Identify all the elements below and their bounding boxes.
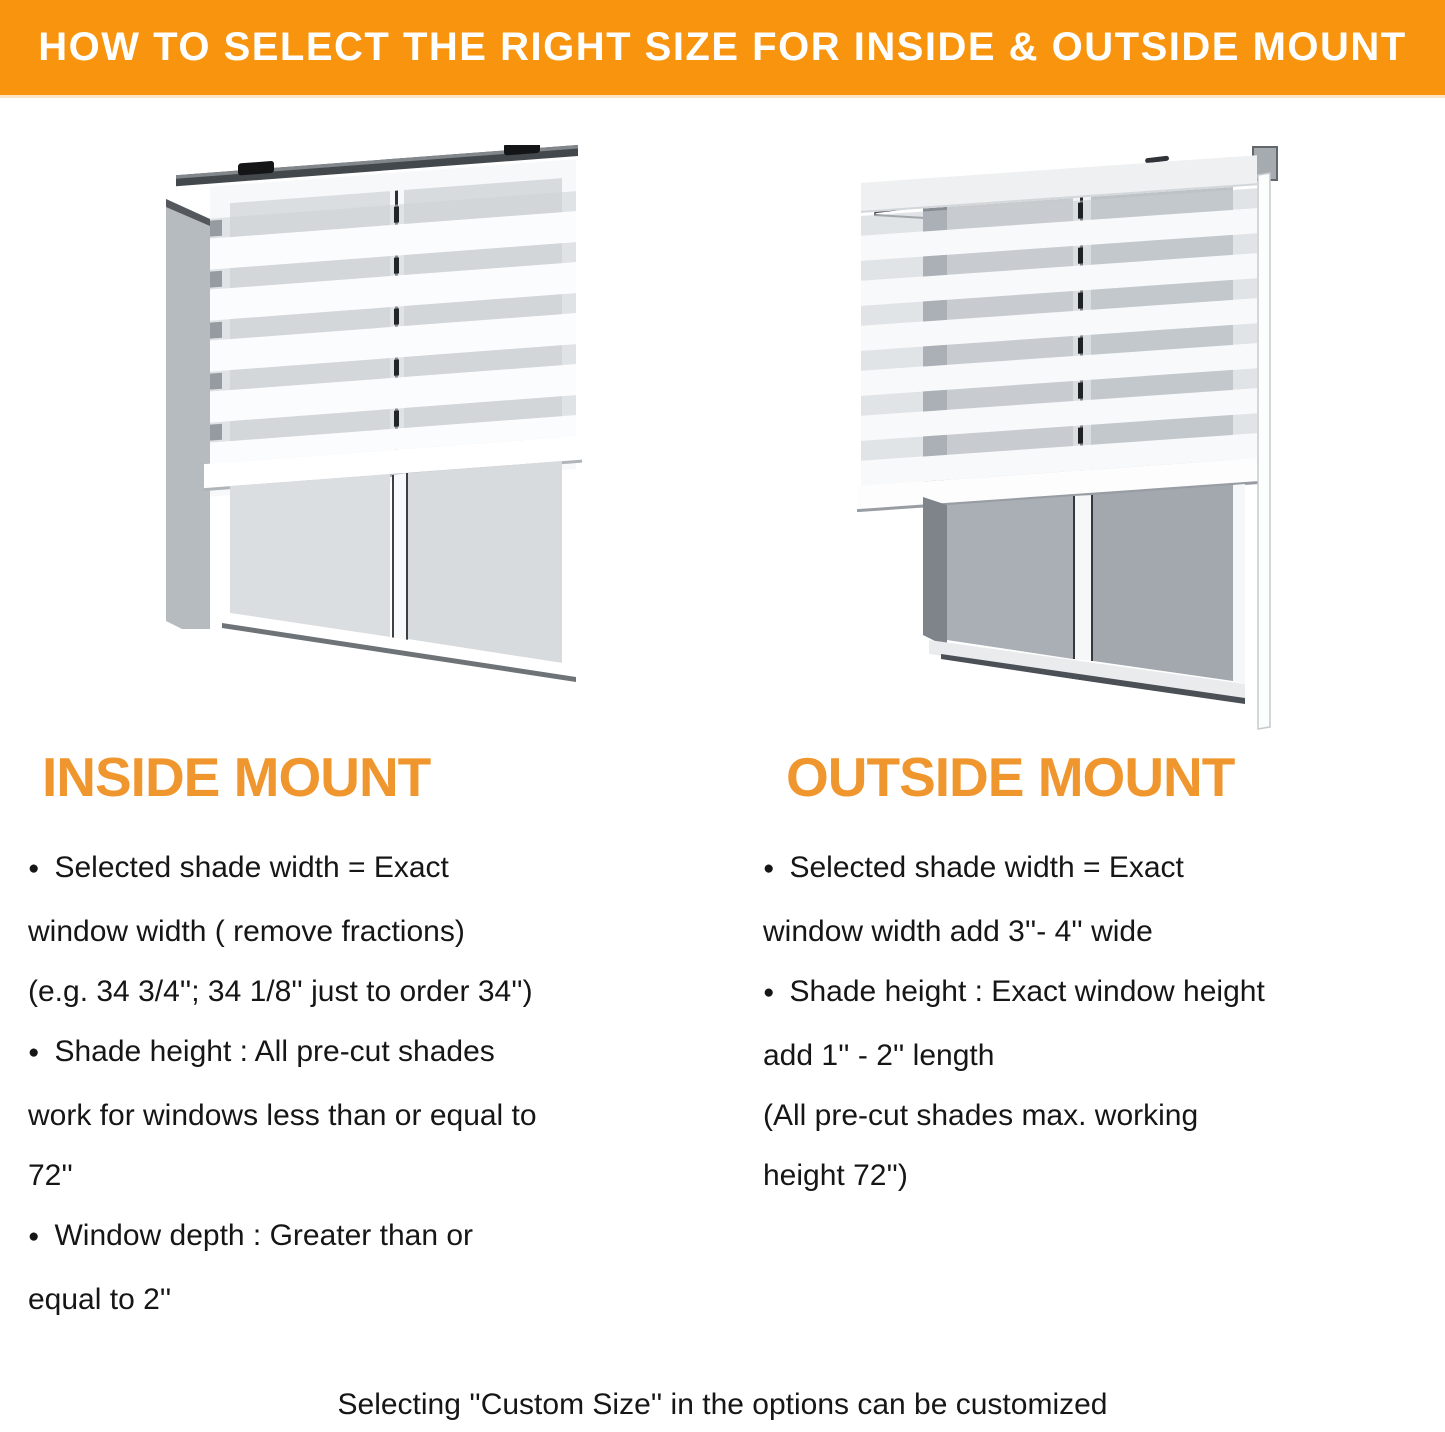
- bullet-line: [763, 1146, 1445, 1206]
- outside-mount-heading: OUTSIDE MOUNT: [786, 746, 1235, 808]
- bullet-line: [28, 1146, 728, 1206]
- window-jamb: [166, 199, 210, 643]
- outside-mount-text: [763, 838, 1445, 1206]
- bullet-line: [28, 1206, 728, 1270]
- glass-pane: [947, 496, 1073, 659]
- bullet-line: [28, 1022, 728, 1086]
- bullet-text: add 1'' - 2'' length: [763, 1039, 995, 1072]
- bullet-line: [28, 1086, 728, 1146]
- window-jamb: [923, 497, 947, 647]
- bullet-text: Selected shade width = Exact: [789, 851, 1184, 884]
- glass-pane: [230, 474, 390, 637]
- bullet-line: [763, 1026, 1445, 1086]
- bullet-line: [763, 962, 1445, 1026]
- bullet-text: Window depth : Greater than or: [54, 1219, 474, 1252]
- bullet-text: Shade height : All pre-cut shades: [54, 1035, 495, 1068]
- bullet-text: 72'': [28, 1159, 73, 1192]
- glass-pane: [408, 461, 562, 663]
- bullet-line: [28, 962, 728, 1022]
- inside-mount-text: [28, 838, 728, 1330]
- bullet-dot: ●: [28, 858, 40, 879]
- bullet-dot: ●: [763, 858, 775, 879]
- banner: [0, 0, 1445, 95]
- bullet-text: equal to 2'': [28, 1283, 172, 1316]
- footer-note: Selecting ''Custom Size'' in the options can be customized: [337, 1388, 1108, 1421]
- bullet-dot: ●: [28, 1042, 40, 1063]
- banner-title: HOW TO SELECT THE RIGHT SIZE FOR INSIDE & OUTSIDE MOUNT: [38, 25, 1407, 69]
- inside-mount-window-graphic: [152, 145, 582, 735]
- bullet-text: window width ( remove fractions): [28, 915, 465, 948]
- bullet-text: work for windows less than or equal to: [28, 1099, 537, 1132]
- zebra-blind: [857, 155, 1261, 513]
- bullet-text: window width add 3''- 4'' wide: [763, 915, 1153, 948]
- bullet-line: [28, 1270, 728, 1330]
- bullet-line: [763, 838, 1445, 902]
- zebra-blind: [176, 145, 582, 499]
- bullet-text: (All pre-cut shades max. working: [763, 1099, 1199, 1132]
- bullet-dot: ●: [763, 982, 775, 1003]
- bullet-text: (e.g. 34 3/4''; 34 1/8'' just to order 34''): [28, 975, 533, 1008]
- inside-mount-illustration: [152, 145, 582, 735]
- bullet-dot: ●: [28, 1226, 40, 1247]
- bullet-line: [763, 902, 1445, 962]
- bullet-line: [28, 838, 728, 902]
- side-channel: [1258, 173, 1270, 729]
- outside-mount-illustration: [845, 135, 1285, 745]
- bullet-line: [763, 1086, 1445, 1146]
- bullet-text: Shade height : Exact window height: [789, 975, 1265, 1008]
- outside-mount-window-graphic: [845, 135, 1285, 745]
- bullet-text: height 72''): [763, 1159, 908, 1192]
- bullet-line: [28, 902, 728, 962]
- inside-mount-heading: INSIDE MOUNT: [42, 746, 431, 808]
- bullet-text: Selected shade width = Exact: [54, 851, 449, 884]
- glass-pane: [1093, 485, 1233, 681]
